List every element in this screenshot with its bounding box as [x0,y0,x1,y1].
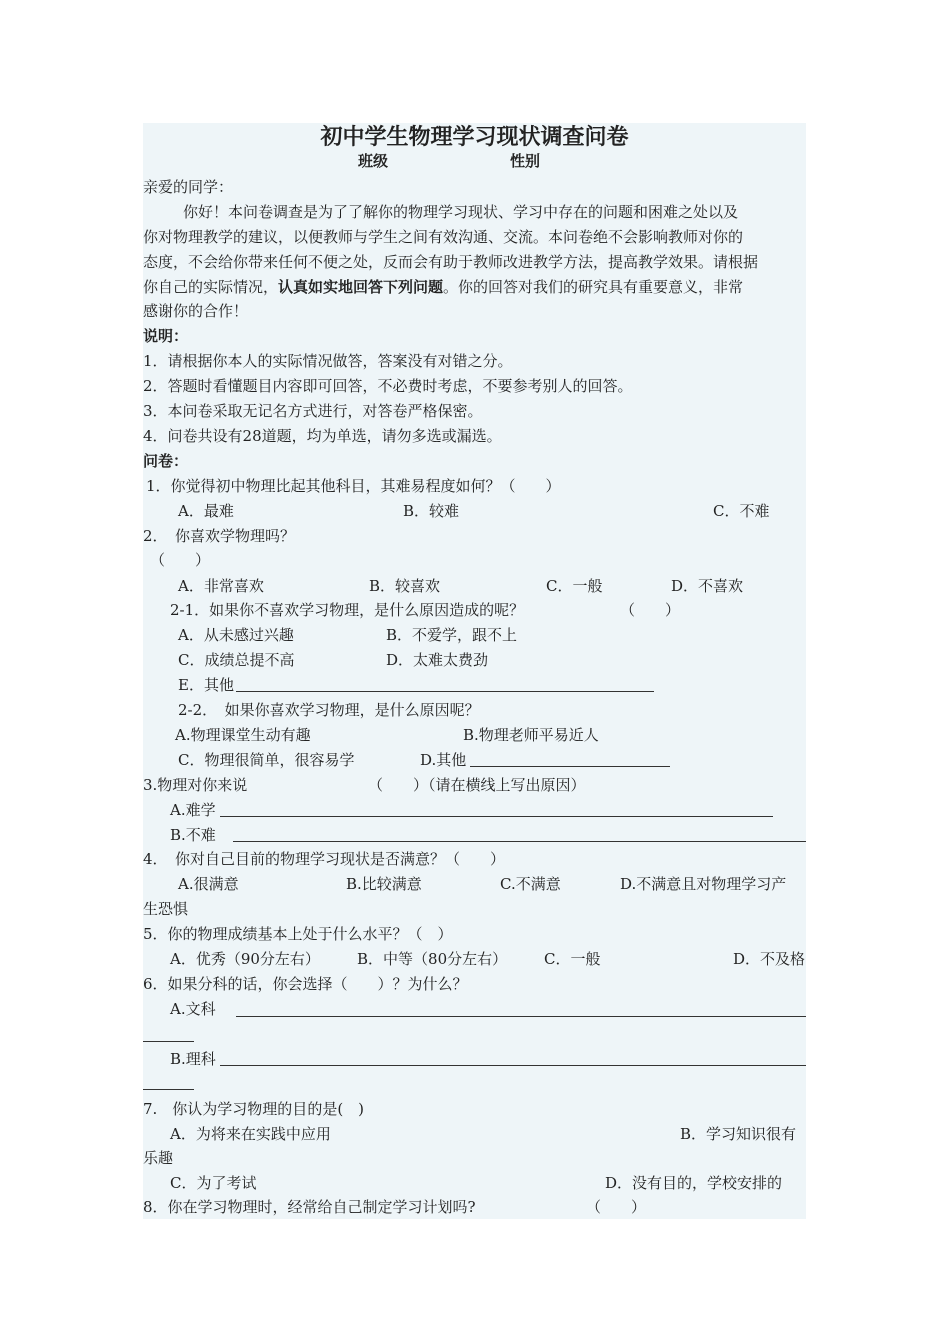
intro-line-2: 你对物理教学的建议，以便教师与学生之间有效沟通、交流。本问卷绝不会影响教师对你的 [143,228,744,246]
option-b-continued: 乐趣 [143,1149,174,1167]
option-b[interactable]: B．学习知识很有 [680,1125,797,1143]
answer-line[interactable] [220,816,773,817]
option-c[interactable]: C．一般 [544,950,601,968]
note-item: 4．问卷共设有28道题，均为单选，请勿多选或漏选。 [143,427,502,445]
answer-line[interactable] [236,1016,806,1017]
notes-title: 说明： [143,327,189,345]
option-a[interactable]: A．非常喜欢 [178,577,264,595]
option-b[interactable]: B.理科 [170,1050,216,1068]
option-d[interactable]: D.其他 [420,751,467,769]
question-8: 8．你在学习物理时，经常给自己制定学习计划吗? [143,1198,476,1216]
option-c[interactable]: C.不满意 [500,875,561,893]
intro-line-5: 感谢你的合作！ [143,302,249,320]
option-d[interactable]: D．不喜欢 [671,577,744,595]
option-e[interactable]: E．其他 [178,676,234,694]
question-5: 5．你的物理成绩基本上处于什么水平？（ ） [143,925,453,943]
answer-paren: （ ） [150,551,211,569]
option-d-continued: 生恐惧 [143,900,189,918]
option-d[interactable]: D．没有目的，学校安排的 [605,1174,783,1192]
option-d[interactable]: D.不满意且对物理学习产 [620,875,787,893]
option-b[interactable]: B．中等（80分左右） [357,950,508,968]
page-title: 初中学生物理学习现状调查问卷 [320,124,629,150]
option-a[interactable]: A．为将来在实践中应用 [170,1125,331,1143]
option-a[interactable]: A.物理课堂生动有趣 [175,726,311,744]
option-c[interactable]: C．为了考试 [170,1174,257,1192]
intro-emphasis: 认真如实地回答下列问题 [278,278,444,296]
option-b[interactable]: B.比较满意 [346,875,422,893]
question-7: 7. 你认为学习物理的目的是( ) [143,1100,365,1118]
option-c[interactable]: C．不难 [713,502,770,520]
option-d[interactable]: D．不及格 [733,950,806,968]
answer-line[interactable] [220,1065,806,1066]
question-1: 1．你觉得初中物理比起其他科目，其难易程度如何？（ ） [146,477,561,495]
intro-line-4c: 。你的回答对我们的研究具有重要意义，非常 [443,278,744,296]
option-a[interactable]: A.难学 [170,801,216,819]
option-b[interactable]: B.不难 [170,826,216,844]
question-2-1: 2-1．如果你不喜欢学习物理，是什么原因造成的呢？ [170,601,525,619]
intro-line-4a: 你自己的实际情况， [143,278,279,296]
intro-line-4 [143,277,743,297]
answer-paren: （ ） [586,1198,647,1216]
option-b[interactable]: B.物理老师平易近人 [463,726,599,744]
note-item: 1．请根据你本人的实际情况做答，答案没有对错之分。 [143,352,513,370]
greeting: 亲爱的同学： [143,178,234,196]
option-c[interactable]: C．物理很简单，很容易学 [178,751,355,769]
option-a[interactable]: A．优秀（90分左右） [170,950,320,968]
question-2-2: 2-2． 如果你喜欢学习物理，是什么原因呢？ [178,701,480,719]
gender-label: 性别 [510,152,541,170]
answer-paren: （ ） [620,601,681,619]
option-b[interactable]: B．较难 [403,502,460,520]
note-item: 2．答题时看懂题目内容即可回答，不必费时考虑，不要参考别人的回答。 [143,377,633,395]
option-d[interactable]: D．太难太费劲 [386,651,489,669]
intro-line-1: 你好！本问卷调查是为了了解你的物理学习现状、学习中存在的问题和困难之处以及 [183,203,739,221]
class-label: 班级 [358,152,389,170]
answer-line[interactable] [470,766,670,767]
option-c[interactable]: C．成绩总提不高 [178,651,295,669]
option-a[interactable]: A.很满意 [178,875,239,893]
intro-line-3: 态度，不会给你带来任何不便之处，反而会有助于教师改进教学方法，提高教学效果。请根据 [143,253,759,271]
option-b[interactable]: B．不爱学，跟不上 [386,626,518,644]
answer-paren: （ ）（请在横线上写出原因） [368,776,586,794]
question-2: 2． 你喜欢学物理吗？ [143,527,296,545]
option-b[interactable]: B．较喜欢 [369,577,441,595]
answer-line[interactable] [236,691,654,692]
answer-line[interactable] [233,841,806,842]
question-3: 3.物理对你来说 [143,776,248,794]
answer-line[interactable] [143,1041,194,1042]
option-a[interactable]: A．最难 [178,502,234,520]
questions-title: 问卷： [143,452,189,470]
question-6: 6．如果分科的话，你会选择（ ）？为什么？ [143,975,468,993]
option-a[interactable]: A．从未感过兴趣 [178,626,294,644]
answer-line[interactable] [143,1089,194,1090]
note-item: 3．本问卷采取无记名方式进行，对答卷严格保密。 [143,402,483,420]
question-4: 4． 你对自己目前的物理学习现状是否满意？（ ） [143,850,506,868]
option-c[interactable]: C．一般 [546,577,603,595]
option-a[interactable]: A.文科 [170,1000,216,1018]
